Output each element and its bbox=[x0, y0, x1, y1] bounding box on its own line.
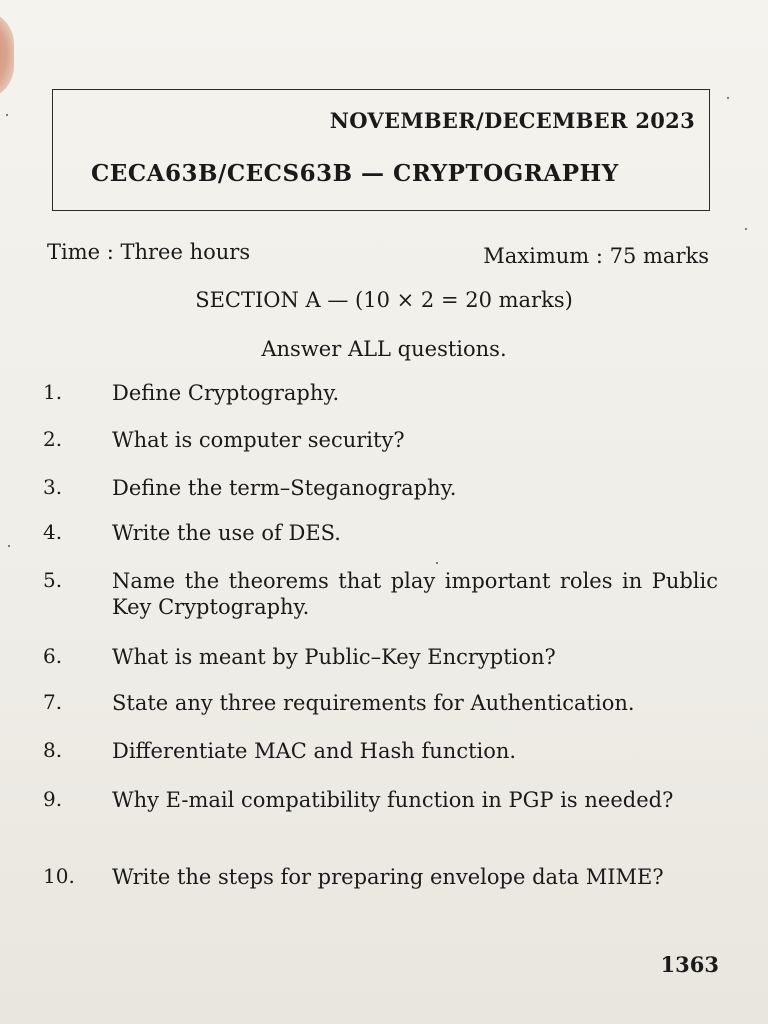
question-number: 10. bbox=[43, 864, 75, 888]
question-number: 5. bbox=[43, 568, 63, 592]
question-text: Name the theorems that play important roles in Public Key Cryptography. bbox=[112, 569, 718, 619]
maximum-marks: Maximum : 75 marks bbox=[483, 244, 709, 268]
course-title: CECA63B/CECS63B — CRYPTOGRAPHY bbox=[91, 160, 619, 187]
question-number: 1. bbox=[43, 380, 63, 404]
exam-duration: Time : Three hours bbox=[47, 240, 251, 264]
question-text: What is meant by Public–Key Encryption? bbox=[112, 645, 556, 669]
question-number: 9. bbox=[43, 787, 63, 811]
question-text: Differentiate MAC and Hash function. bbox=[112, 739, 517, 763]
question-number: 4. bbox=[43, 520, 63, 544]
question-text: Why E-mail compatibility function in PGP is needed? bbox=[112, 788, 674, 812]
question-number: 3. bbox=[43, 475, 63, 499]
print-speck bbox=[745, 228, 747, 230]
page-number: 1363 bbox=[660, 952, 719, 977]
section-title: SECTION A — (10 × 2 = 20 marks) bbox=[195, 288, 573, 312]
question-text: Write the steps for preparing envelope data MIME? bbox=[112, 865, 664, 889]
header-box bbox=[52, 89, 710, 211]
section-instruction: Answer ALL questions. bbox=[261, 337, 507, 361]
question-text: Define Cryptography. bbox=[112, 381, 340, 405]
question-text: Define the term–Steganography. bbox=[112, 476, 457, 500]
question-number: 6. bbox=[43, 644, 63, 668]
finger-shadow bbox=[0, 10, 14, 100]
question-text: Write the use of DES. bbox=[112, 521, 341, 545]
print-speck bbox=[8, 545, 10, 547]
question-text: State any three requirements for Authentication. bbox=[112, 691, 635, 715]
exam-session: NOVEMBER/DECEMBER 2023 bbox=[329, 108, 695, 133]
print-speck bbox=[436, 562, 438, 564]
print-speck bbox=[727, 97, 729, 99]
question-number: 8. bbox=[43, 738, 63, 762]
question-number: 7. bbox=[43, 690, 63, 714]
question-text: What is computer security? bbox=[112, 428, 405, 452]
question-number: 2. bbox=[43, 427, 63, 451]
print-speck bbox=[6, 114, 8, 116]
